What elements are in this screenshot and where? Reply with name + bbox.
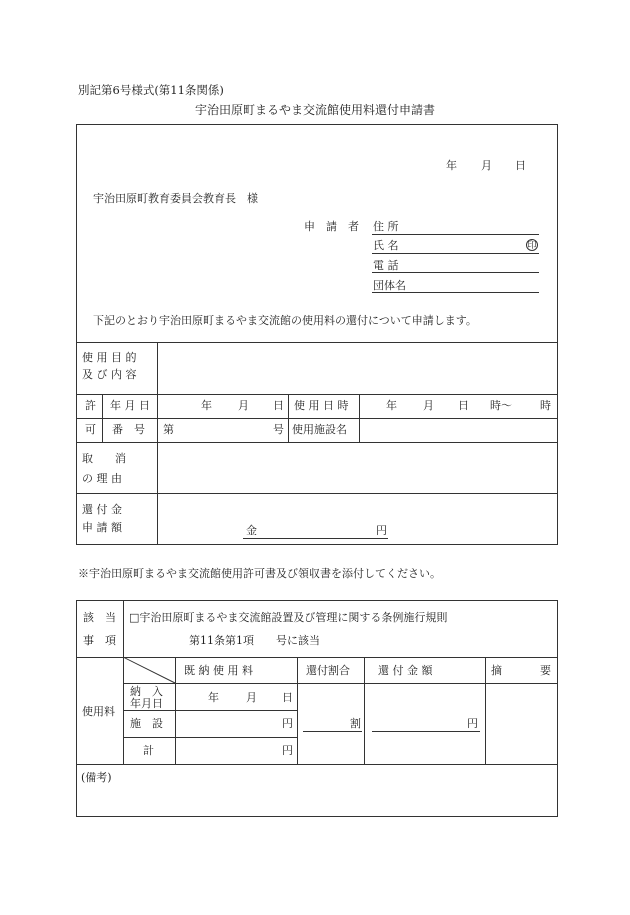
col-refund-header: 還 付 金 額: [378, 664, 433, 677]
divider: [123, 737, 297, 738]
header-diagonal-line: [123, 657, 176, 684]
permit-month: 月: [238, 399, 249, 412]
permit-day: 日: [273, 399, 284, 412]
form-number: 別記第6号様式(第11条関係): [78, 83, 224, 97]
name-label: 氏 名: [373, 239, 399, 252]
use-time-to: 時: [540, 399, 551, 412]
purpose-field[interactable]: [158, 343, 557, 394]
cancel-label-2: の 理 由: [82, 472, 122, 485]
facility-field[interactable]: [360, 419, 557, 442]
facility-label: 使用施設名: [292, 423, 347, 436]
divider: [76, 394, 558, 395]
col-divider: [297, 657, 298, 764]
permit-label-bottom: 可: [85, 423, 96, 436]
amount-prefix: 金: [246, 524, 257, 537]
permit-date-label: 年 月 日: [110, 399, 150, 412]
phone-field[interactable]: [372, 272, 539, 273]
permit-label-top: 許: [85, 399, 96, 412]
clause-text: 第11条第1項 号に該当: [189, 634, 320, 647]
address-label: 住 所: [373, 220, 399, 233]
attachment-note: ※宇治田原町まるやま交流館使用許可書及び領収書を添付してください。: [78, 567, 441, 580]
amount-suffix: 円: [376, 524, 387, 537]
refund-yen: 円: [467, 717, 478, 730]
phone-label: 電 話: [373, 259, 399, 272]
group-field[interactable]: [372, 292, 539, 293]
name-field[interactable]: [372, 253, 539, 254]
paydate-year: 年: [208, 691, 219, 704]
fee-label: 使用料: [82, 705, 115, 718]
number-suffix: 号: [273, 423, 284, 436]
divider: [123, 683, 558, 684]
addressee: 宇治田原町教育委員会教育長 様: [93, 192, 258, 205]
cancel-reason-field[interactable]: [158, 443, 557, 493]
divider: [123, 710, 297, 711]
paydate-month: 月: [246, 691, 257, 704]
permit-year: 年: [201, 399, 212, 412]
remarks-field[interactable]: [77, 788, 557, 816]
purpose-label-2: 及 び 内 容: [82, 368, 137, 381]
form-title: 宇治田原町まるやま交流館使用料還付申請書: [194, 103, 435, 117]
col-remarks-header-a: 摘: [491, 664, 502, 677]
facility-yen: 円: [282, 717, 293, 730]
use-month: 月: [423, 399, 434, 412]
applicant-label: 申 請 者: [304, 220, 359, 233]
use-datetime-label: 使 用 日 時: [294, 399, 349, 412]
col-divider: [485, 657, 486, 764]
cancel-label-1: 取 消: [82, 452, 126, 465]
col-rate-header: 還付割合: [306, 664, 350, 677]
col-divider: [364, 657, 365, 764]
use-time-from: 時〜: [490, 399, 512, 412]
address-field[interactable]: [372, 234, 539, 235]
date-month: 月: [481, 159, 492, 172]
divider: [76, 493, 558, 494]
divider: [76, 764, 558, 765]
refund-label-2: 申 請 額: [82, 521, 122, 534]
remarks-label: (備考): [81, 771, 112, 784]
use-day: 日: [458, 399, 469, 412]
paydate-label-2: 年月日: [130, 697, 163, 710]
total-row-label: 計: [143, 744, 154, 757]
paydate-day: 日: [282, 691, 293, 704]
col-remarks-header-b: 要: [540, 664, 551, 677]
number-label: 番 号: [112, 423, 145, 436]
request-statement: 下記のとおり宇治田原町まるやま交流館の使用料の還付について申請します。: [93, 314, 477, 327]
col-paid-header: 既 納 使 用 料: [184, 664, 253, 677]
use-year: 年: [386, 399, 397, 412]
rate-unit: 割: [350, 717, 361, 730]
seal-mark: 印: [527, 241, 537, 251]
group-label: 団体名: [373, 279, 406, 292]
rule-text[interactable]: □宇治田原町まるやま交流館設置及び管理に関する条例施行規則: [129, 611, 448, 624]
mid-divider: [288, 394, 289, 442]
date-year: 年: [446, 159, 457, 172]
purpose-label-1: 使 用 目 的: [82, 351, 137, 364]
paydate-label-1: 納 入: [130, 685, 163, 698]
facility-row-label: 施 設: [130, 717, 163, 730]
rate-field[interactable]: [303, 731, 362, 732]
total-yen: 円: [282, 744, 293, 757]
date-day: 日: [515, 159, 526, 172]
refund-amount-field[interactable]: [243, 538, 388, 539]
refund-label-1: 還 付 金: [82, 503, 122, 516]
number-prefix: 第: [163, 423, 174, 436]
applicable-label-1: 該 当: [83, 611, 116, 624]
permit-divider: [102, 394, 103, 442]
applicable-label-2: 事 項: [83, 634, 116, 647]
refund-field[interactable]: [372, 731, 480, 732]
